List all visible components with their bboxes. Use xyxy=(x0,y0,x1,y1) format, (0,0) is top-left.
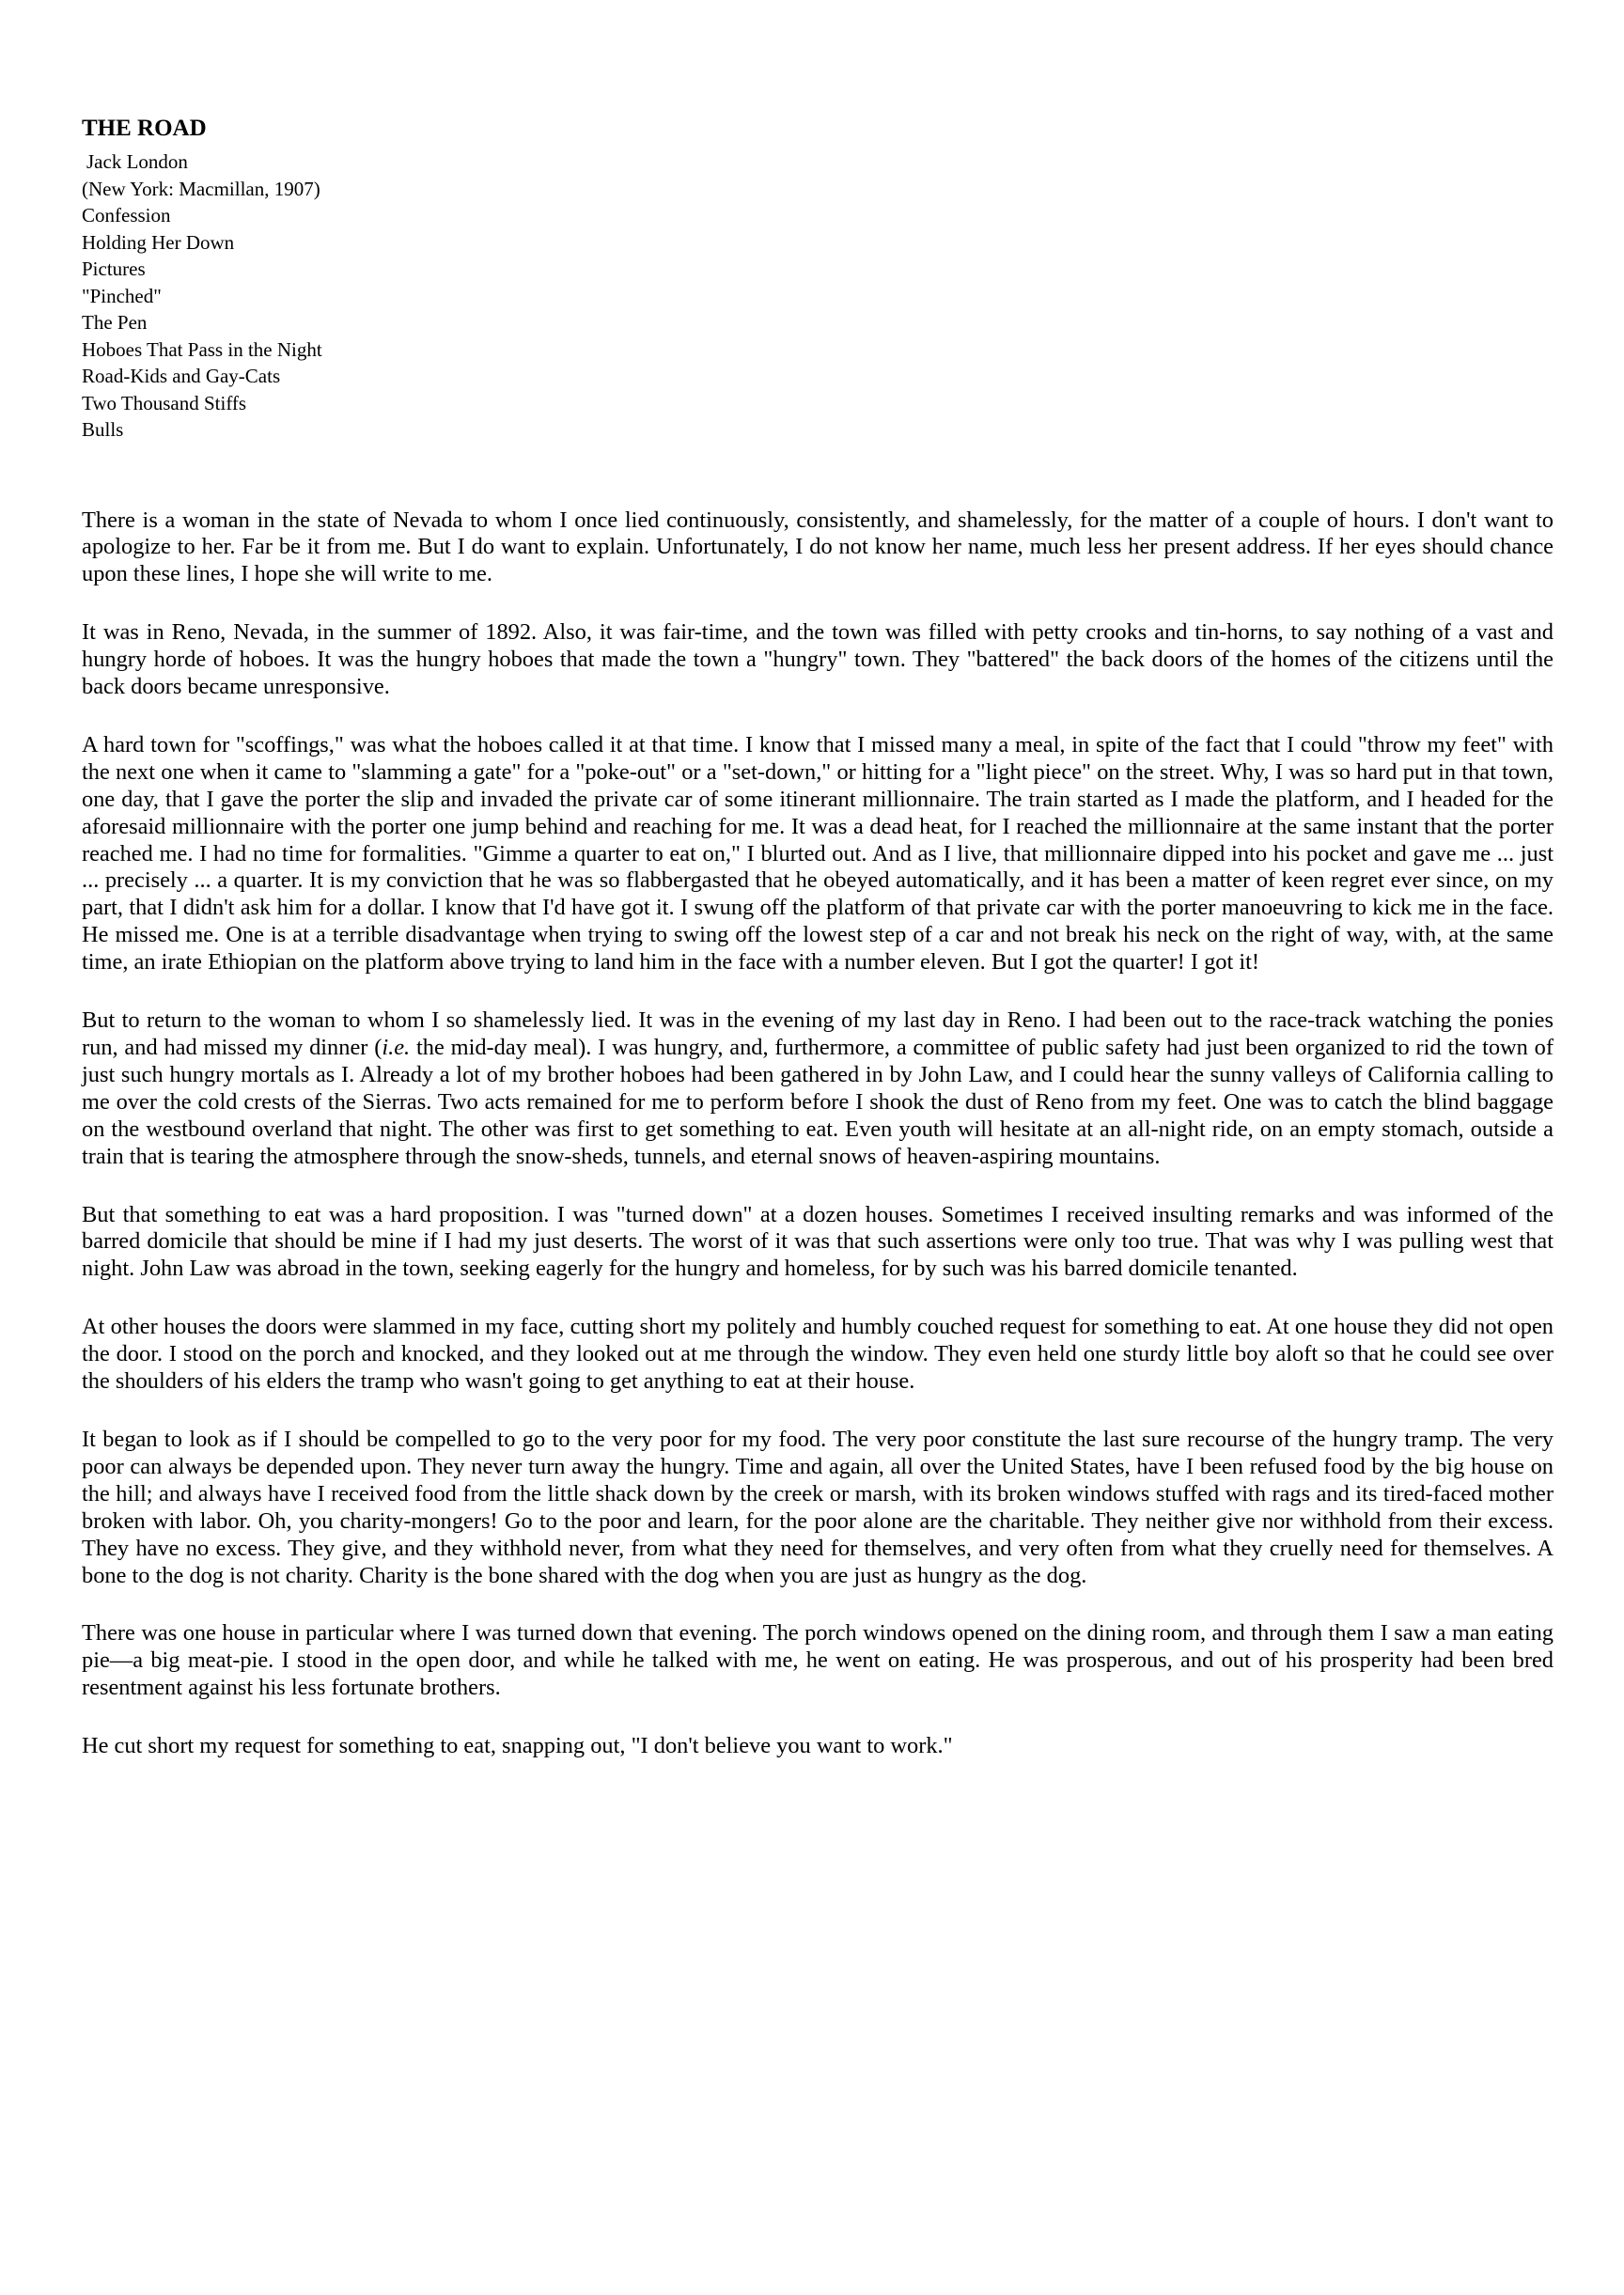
paragraph-text: the mid-day meal). I was hungry, and, furthermore, a committee of public safety had just been organized to rid the town of just such hungry mortals as I. Already a lot of my brother hoboes had been gathered in by John Law, and I could hear the sunny valleys of California calling to me over the cold crests of the Sierras. Two acts remained for me to perform before I shook the dust of Reno from my feet. One was to catch the blind baggage on the westbound overland that night. The other was first to get something to eat. Even youth will hesitate at an all-night ride, on an empty stomach, outside a train that is tearing the atmosphere through the snow-sheds, tunnels, and eternal snows of heaven-aspiring mountains. xyxy=(82,1035,1554,1169)
chapter-link[interactable]: Confession xyxy=(82,204,171,226)
italic-abbreviation: i.e. xyxy=(382,1035,411,1060)
document-title: THE ROAD xyxy=(82,116,207,141)
paragraph xyxy=(82,1007,1554,1170)
chapter-link[interactable]: Holding Her Down xyxy=(82,230,235,254)
chapter-link[interactable]: Bulls xyxy=(82,418,124,441)
chapter-link[interactable]: "Pinched" xyxy=(82,284,162,307)
paragraph: It began to look as if I should be compelled to go to the very poor for my food. The very poor constitute the last sure recourse of the hungry tramp. The very poor can always be depended upon. They never turn away the hungry. Time and again, all over the United States, have I been refused food by the big house on the hill; and always have I received food from the little shack down by the creek or marsh, with its broken windows stuffed with rags and its tired-faced mother broken with labor. Oh, you charity-mongers! Go to the poor and learn, for the poor alone are the charitable. They neither give nor withhold from their excess. They have no excess. They give, and they withhold never, from what they need for themselves, and very often from what they cruelly need for themselves. A bone to the dog is not charity. Charity is the bone shared with the dog when you are just as hungry as the dog. xyxy=(82,1426,1554,1588)
paragraph: There is a woman in the state of Nevada to whom I once lied continuously, consistently, and shamelessly, for the matter of a couple of hours. I don't want to apologize to her. Far be it from me. But I do want to explain. Unfortunately, I do not know her name, much less her present address. If her eyes should chance upon these lines, I hope she will write to me. xyxy=(82,507,1554,587)
chapter-link[interactable]: Hoboes That Pass in the Night xyxy=(82,337,322,361)
chapter-link[interactable]: Road-Kids and Gay-Cats xyxy=(82,365,281,387)
paragraph: A hard town for "scoffings," was what the hoboes called it at that time. I know that I missed many a meal, in spite of the fact that I could "throw my feet" with the next one when it came to "slamming a gate" for a "poke-out" or a "set-down," or hitting for a "light piece" on the street. Why, I was so hard put in that town, one day, that I gave the porter the slip and invaded the private car of some itinerant millionnaire. The train started as I made the platform, and I headed for the aforesaid millionnaire with the porter one jump behind and reaching for me. It was a dead heat, for I reached the millionnaire at the same instant that the porter reached me. I had no time for formalities. "Gimme a quarter to eat on," I blurted out. And as I live, that millionnaire dipped into his pocket and gave me ... just ... precisely ... a quarter. It is my conviction that he was so flabbergasted that he obeyed automatically, and it has been a matter of keen regret ever since, on my part, that I didn't ask him for a dollar. I know that I'd have got it. I swung off the platform of that private car with the porter manoeuvring to kick me in the face. He missed me. One is at a terrible disadvantage when trying to swing off the lowest step of a car and not break his neck on the right of way, with, at the same time, an irate Ethiopian on the platform above trying to land him in the face with a number eleven. But I got the quarter! I got it! xyxy=(82,731,1554,976)
document-page xyxy=(82,115,1554,1791)
paragraph: At other houses the doors were slammed in my face, cutting short my politely and humbly couched request for something to eat. At one house they did not open the door. I stood on the porch and knocked, and they looked out at me through the window. They even held one sturdy little boy aloft so that he could see over the shoulders of his elders the tramp who wasn't going to get anything to eat at their house. xyxy=(82,1314,1554,1395)
chapter-link[interactable]: The Pen xyxy=(82,311,148,334)
chapter-link[interactable]: Pictures xyxy=(82,258,146,280)
chapter-body xyxy=(82,507,1554,1761)
author-line: Jack London xyxy=(86,150,188,173)
chapter-link[interactable]: Two Thousand Stiffs xyxy=(82,391,247,414)
paragraph-text: But to return to the woman to whom I so shamelessly lied. It was in the evening of my last day in Reno. I had been out to the race-track watching the ponies run, and had missed my dinner ( xyxy=(82,1007,1554,1060)
paragraph: It was in Reno, Nevada, in the summer of 1892. Also, it was fair-time, and the town was filled with petty crooks and tin-horns, to say nothing of a vast and hungry horde of hoboes. It was the hungry hoboes that made the town a "hungry" town. They "battered" the back doors of the homes of the citizens until the back doors became unresponsive. xyxy=(82,619,1554,700)
paragraph: He cut short my request for something to eat, snapping out, "I don't believe you want to work." xyxy=(82,1733,953,1759)
paragraph: There was one house in particular where I was turned down that evening. The porch windows opened on the dining room, and through them I saw a man eating pie—a big meat-pie. I stood in the open door, and while he talked with me, he went on eating. He was prosperous, and out of his prosperity had been bred resentment against his less fortunate brothers. xyxy=(82,1620,1554,1701)
paragraph: But that something to eat was a hard proposition. I was "turned down" at a dozen houses. Sometimes I received insulting remarks and was informed of the barred domicile that should be mine if I had my just deserts. The worst of it was that such assertions were only too true. That was why I was pulling west that night. John Law was abroad in the town, seeking eagerly for the hungry and homeless, for by such was his barred domicile tenanted. xyxy=(82,1201,1554,1282)
publication-line: (New York: Macmillan, 1907) xyxy=(82,177,320,200)
table-of-contents xyxy=(82,148,1554,444)
